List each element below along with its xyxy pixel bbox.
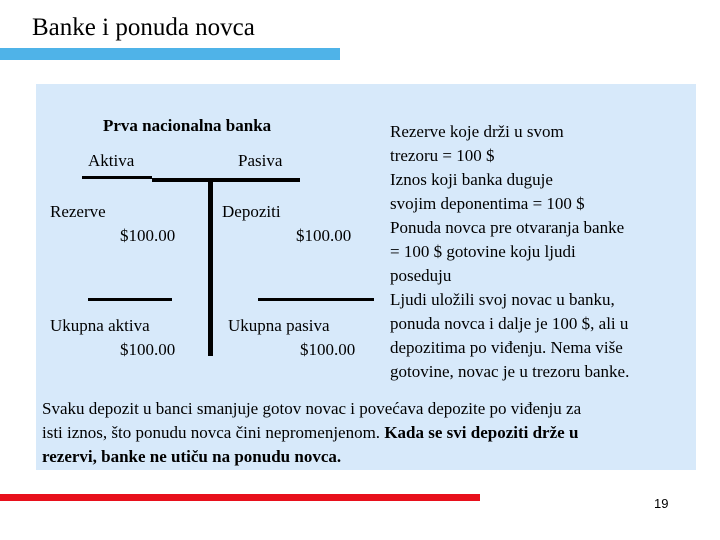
deposits-label: Depoziti [222, 202, 281, 221]
bottom-note-bold: Kada se svi depoziti drže u [384, 423, 579, 442]
reserves-label: Rezerve [50, 202, 106, 221]
bottom-note-line-2 [42, 421, 692, 445]
total-liabilities-value: $100.00 [300, 340, 356, 359]
page-number: 19 [654, 496, 669, 511]
total-assets-label: Ukupna aktiva [50, 316, 150, 335]
side-note-line: svojim deponentima = 100 $ [390, 194, 585, 213]
total-liabilities-label: Ukupna pasiva [228, 316, 330, 335]
bottom-note-plain: isti iznos, što ponudu novca čini nepromenjenom. [42, 423, 385, 442]
slide-title: Banke i ponuda novca [32, 14, 255, 41]
bottom-note [42, 397, 692, 469]
side-note-line: gotovine, novac je u trezoru banke. [390, 362, 630, 381]
t-account-top-left-line [82, 176, 152, 179]
bottom-note-line-1: Svaku depozit u banci smanjuje gotov novac i povećava depozite po viđenju za [42, 399, 582, 418]
side-note-line: trezoru = 100 $ [390, 146, 495, 165]
assets-total-rule [88, 298, 172, 301]
bottom-note-line-3: rezervi, banke ne utiču na ponudu novca. [42, 447, 342, 466]
side-note-line: ponuda novca i dalje je 100 $, ali u [390, 314, 629, 333]
t-account-horizontal-line [152, 178, 300, 182]
liabilities-header: Pasiva [238, 151, 283, 170]
reserves-value: $100.00 [120, 226, 176, 245]
side-note-line: Rezerve koje drži u svom [390, 122, 564, 141]
side-note-line: poseduju [390, 266, 452, 285]
title-accent-bar [0, 48, 340, 60]
side-note-line: Ljudi uložili svoj novac u banku, [390, 290, 615, 309]
side-note [390, 120, 690, 384]
side-note-line: Iznos koji banka duguje [390, 170, 553, 189]
liabilities-total-rule [258, 298, 374, 301]
side-note-line: Ponuda novca pre otvaranja banke [390, 218, 625, 237]
t-account-vertical-line [208, 178, 213, 356]
total-assets-value: $100.00 [120, 340, 176, 359]
assets-header: Aktiva [88, 151, 135, 170]
bank-name: Prva nacionalna banka [103, 116, 272, 135]
side-note-line: = 100 $ gotovine koju ljudi [390, 242, 576, 261]
side-note-line: depozitima po viđenju. Nema više [390, 338, 623, 357]
footer-accent-bar [0, 494, 480, 501]
deposits-value: $100.00 [296, 226, 352, 245]
